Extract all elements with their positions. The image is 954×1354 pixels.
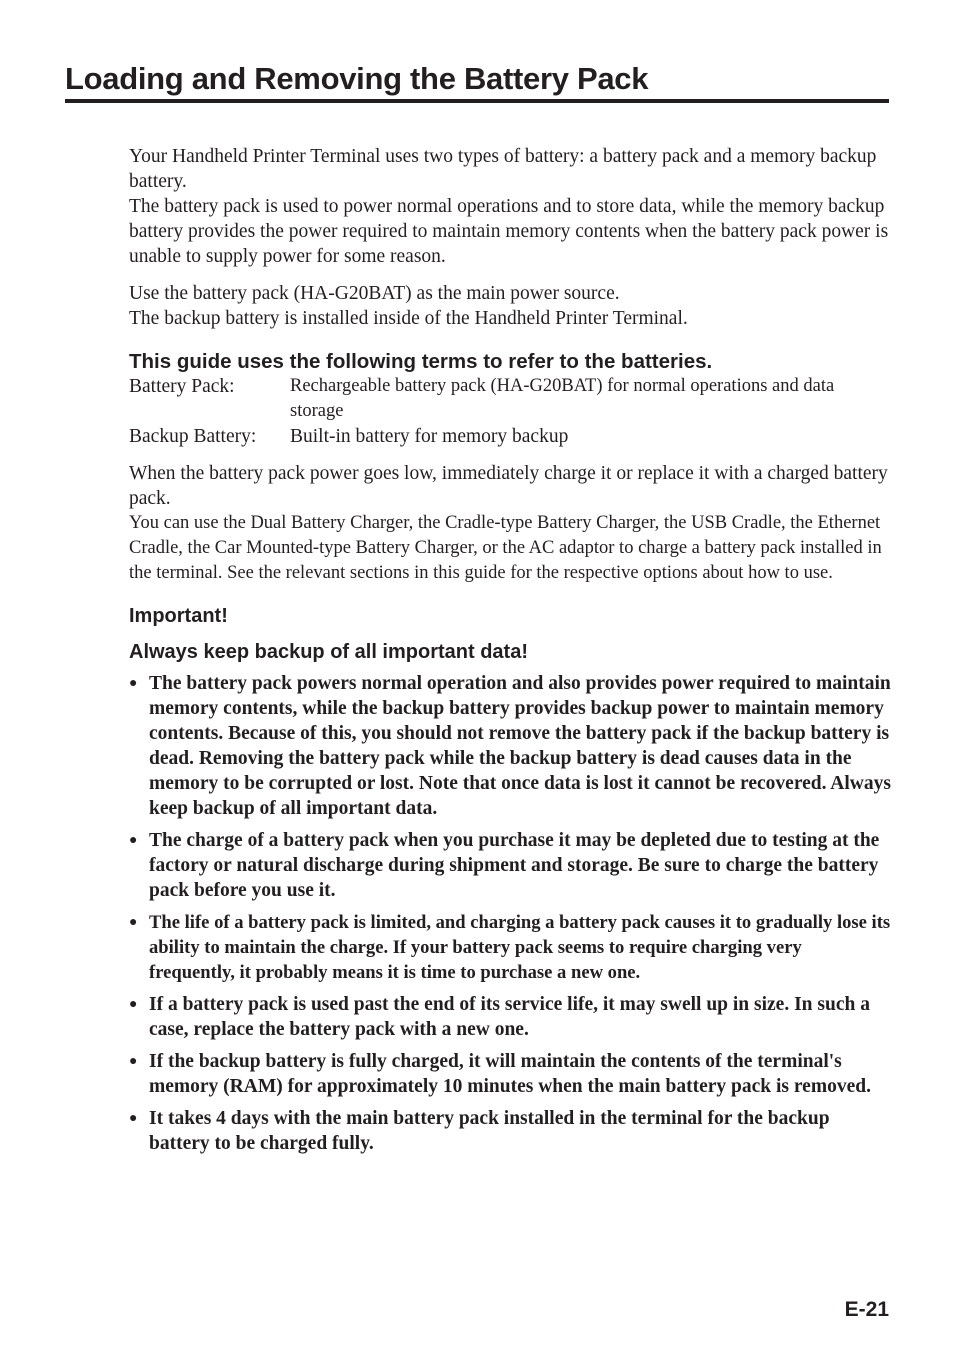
page-content bbox=[129, 144, 891, 1163]
bullet-item bbox=[129, 992, 891, 1042]
bullet-item bbox=[129, 671, 891, 821]
term-label: Battery Pack: bbox=[129, 376, 235, 397]
term-description: Rechargeable battery pack (HA-G20BAT) for normal operations and data storage bbox=[290, 376, 835, 421]
bullet-text: If a battery pack is used past the end of its service life, it may swell up in size. In such a case, replace the battery pack with a new one. bbox=[149, 994, 870, 1040]
intro-paragraph-1: Your Handheld Printer Terminal uses two types of battery: a battery pack and a memory backup battery. bbox=[129, 146, 877, 192]
bullet-item bbox=[129, 1106, 891, 1156]
bullet-dot-icon: ● bbox=[129, 833, 138, 848]
bullet-dot-icon: ● bbox=[129, 676, 138, 691]
bullet-text: If the backup battery is fully charged, it will maintain the contents of the terminal's memory (RAM) for approximately 10 minutes when the main battery pack is removed. bbox=[149, 1051, 871, 1097]
term-row-backup-battery bbox=[129, 424, 891, 449]
page-title: Loading and Removing the Battery Pack bbox=[65, 60, 889, 103]
intro-paragraph-2: The battery pack is used to power normal operations and to store data, while the memory backup battery provides the power required to maintain memory contents when the battery pack power is unable to supply power for some reason. bbox=[129, 196, 889, 267]
bullet-dot-icon: ● bbox=[129, 915, 138, 930]
bullet-text: The charge of a battery pack when you purchase it may be depleted due to testing at the factory or natural discharge during shipment and storage. Be sure to charge the battery pack before you use it. bbox=[149, 830, 880, 901]
backup-warning-heading: Always keep backup of all important data! bbox=[129, 641, 528, 663]
important-heading: Important! bbox=[129, 605, 228, 627]
bullet-text: The life of a battery pack is limited, and charging a battery pack causes it to gradually lose its ability to maintain the charge. If your battery pack seems to require charging very frequently, it probably means it is time to purchase a new one. bbox=[149, 912, 891, 983]
bullet-item bbox=[129, 1049, 891, 1099]
term-description: Built-in battery for memory backup bbox=[290, 426, 569, 447]
bullet-item bbox=[129, 828, 891, 903]
bullet-dot-icon: ● bbox=[129, 1111, 138, 1126]
terms-list bbox=[129, 374, 891, 449]
term-row-battery-pack bbox=[129, 374, 891, 424]
intro-paragraph-3: Use the battery pack (HA-G20BAT) as the main power source. bbox=[129, 283, 620, 304]
bullet-dot-icon: ● bbox=[129, 1054, 138, 1069]
bullet-dot-icon: ● bbox=[129, 997, 138, 1012]
bullet-text: The battery pack powers normal operation and also provides power required to maintain memory contents, while the backup battery provides backup power to maintain memory contents. Because of this, you should not remove the battery pack if the backup battery is dead. Removing the battery pack while the backup battery is dead causes data in the memory to be corrupted or lost. Note that once data is lost it cannot be recovered. Always keep backup of all important data. bbox=[149, 673, 891, 819]
intro-paragraph-4: The backup battery is installed inside of the Handheld Printer Terminal. bbox=[129, 308, 688, 329]
bullet-text: It takes 4 days with the main battery pack installed in the terminal for the backup battery to be charged fully. bbox=[149, 1108, 830, 1154]
bullet-item bbox=[129, 910, 891, 985]
page-number: E-21 bbox=[844, 1298, 889, 1321]
terms-heading: This guide uses the following terms to refer to the batteries. bbox=[129, 350, 713, 373]
charging-paragraph-1: When the battery pack power goes low, immediately charge it or replace it with a charged battery pack. bbox=[129, 463, 888, 509]
term-label: Backup Battery: bbox=[129, 426, 257, 447]
important-bullet-list bbox=[129, 671, 891, 1156]
charging-paragraph-2: You can use the Dual Battery Charger, the Cradle-type Battery Charger, the USB Cradle, the Ethernet Cradle, the Car Mounted-type Battery Charger, or the AC adaptor to charge a battery pack installed in the terminal. See the relevant sections in this guide for the respective options about how to use. bbox=[129, 513, 882, 583]
